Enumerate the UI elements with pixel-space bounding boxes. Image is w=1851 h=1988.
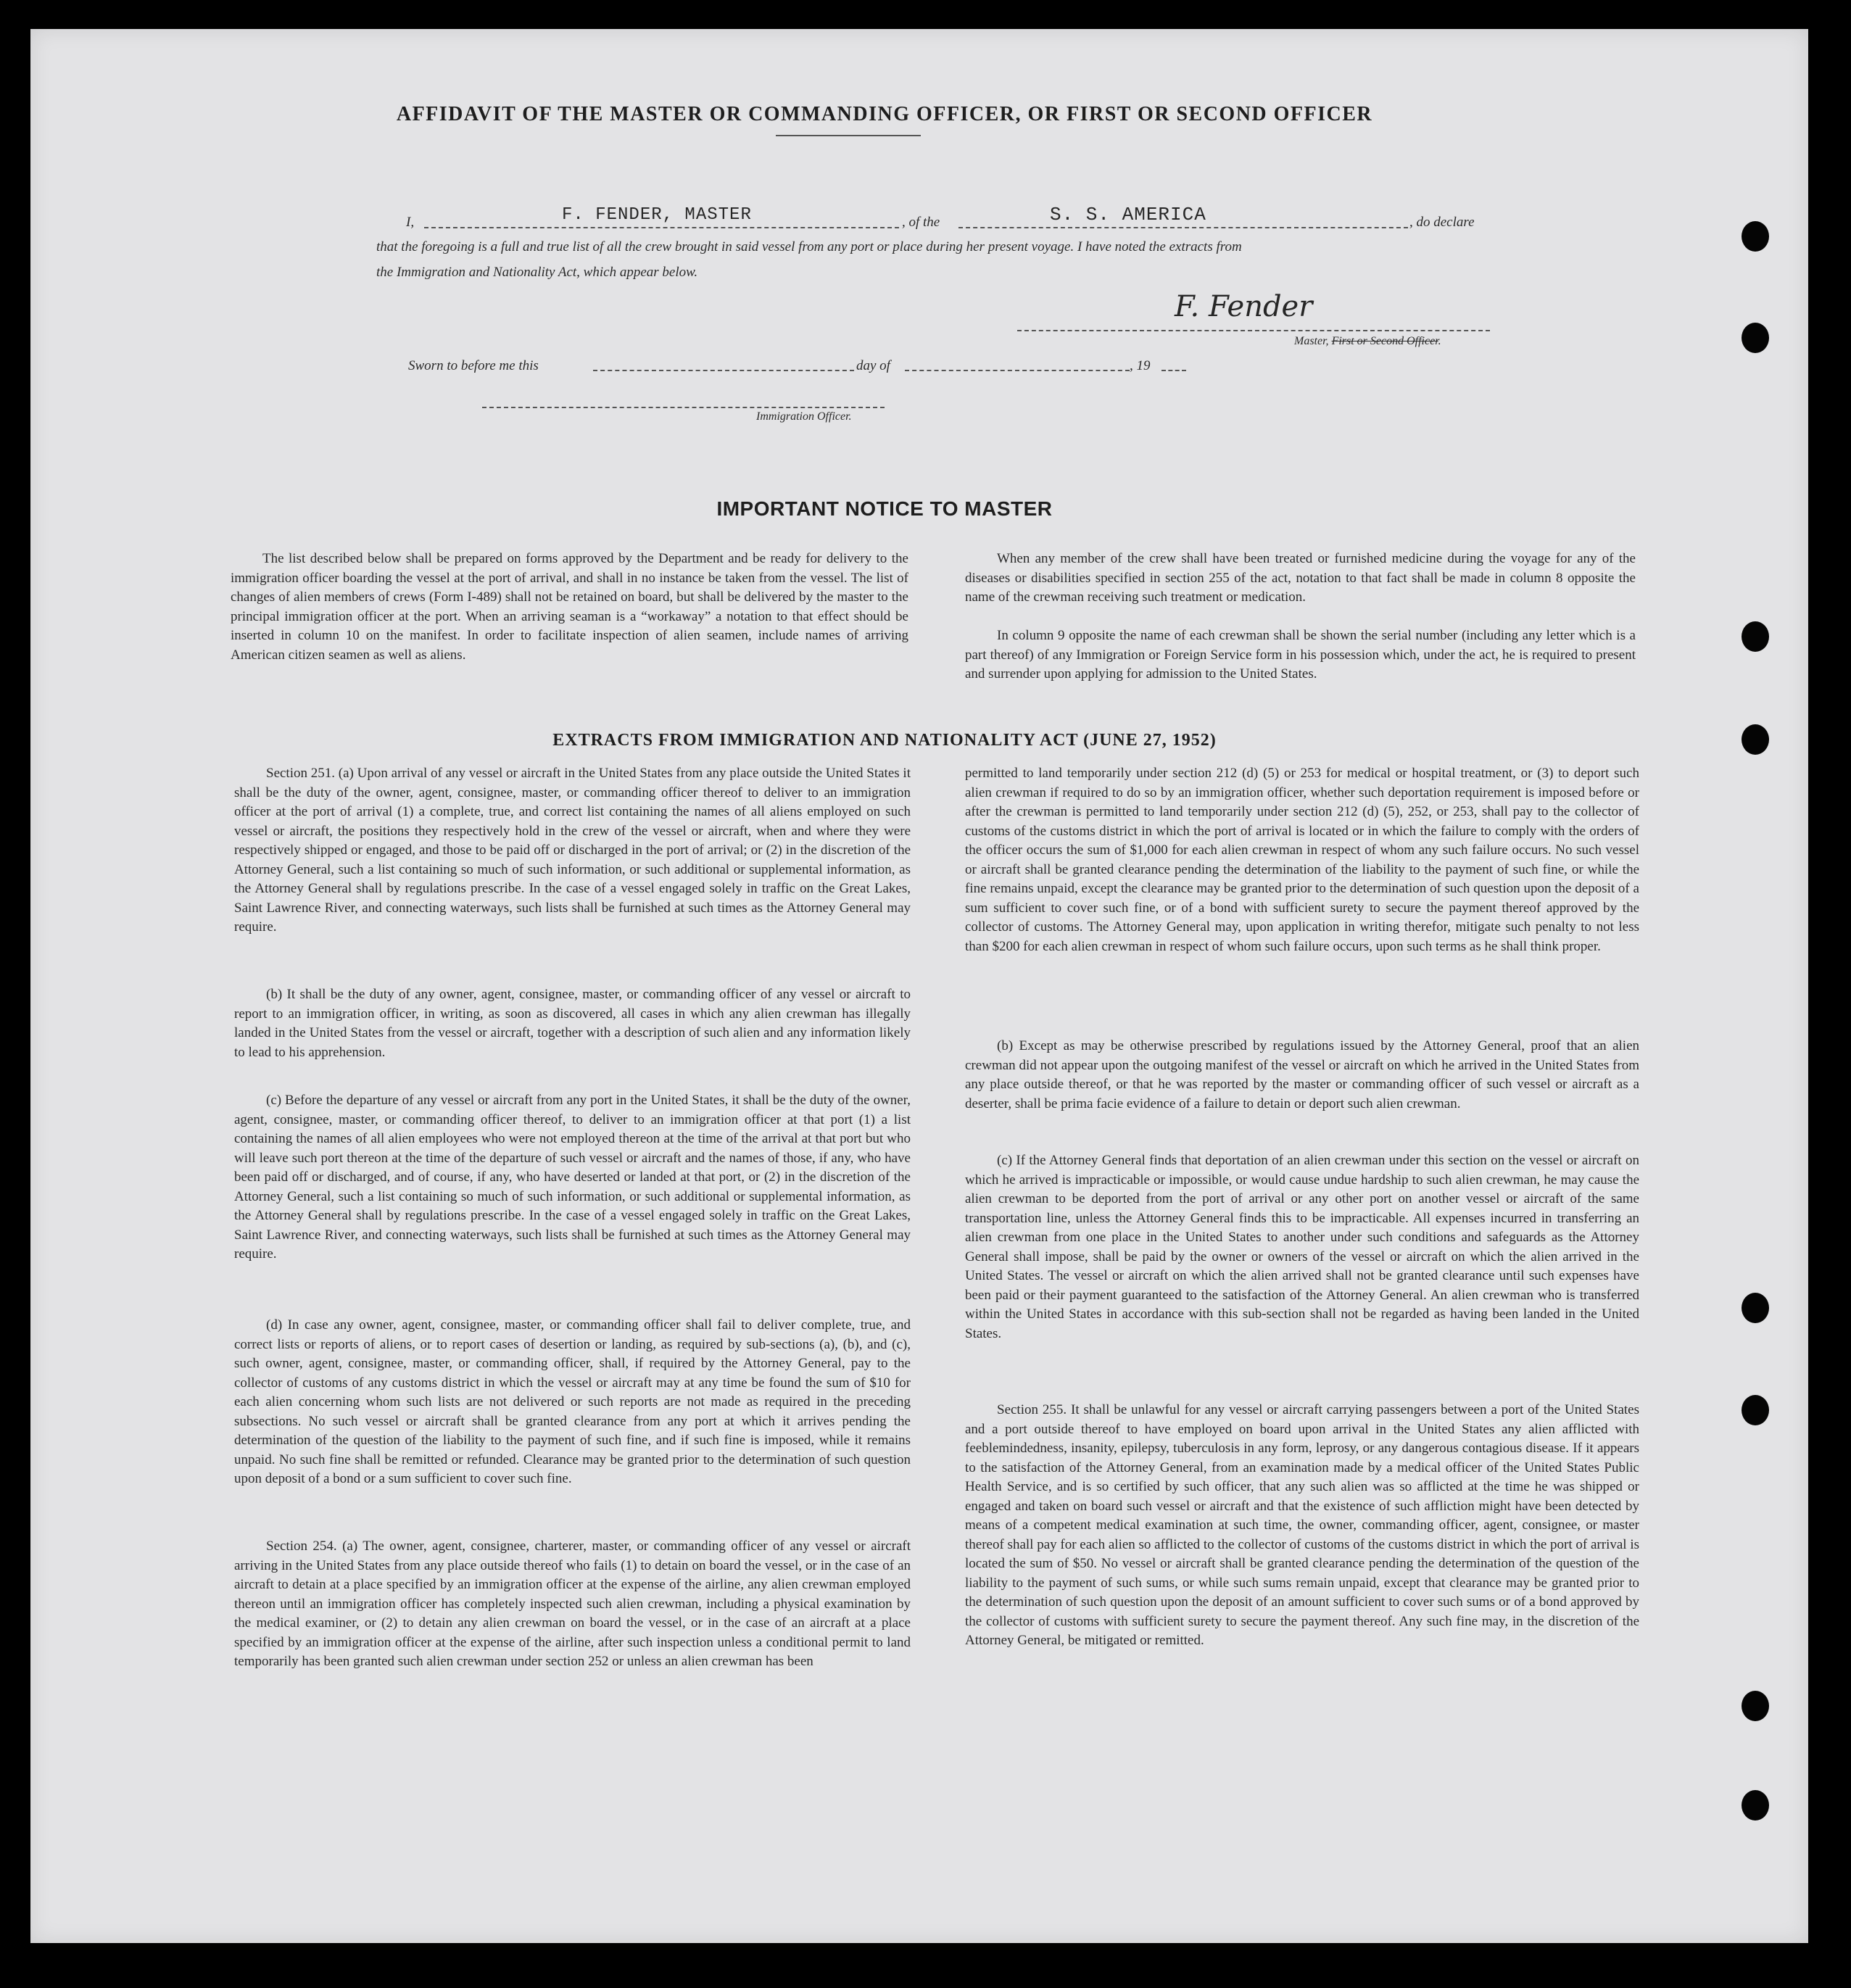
signature-title-suffix: . xyxy=(1438,335,1441,347)
i-label: I, xyxy=(406,215,415,230)
affidavit-statement-line1: that the foregoing is a full and true list of all the crew brought in said vessel from any port or place during her present voyage. I have noted the extracts from xyxy=(376,239,1242,254)
extract-section-255: Section 255. It shall be unlawful for any vessel or aircraft carrying passengers between a port of the United States and a port outside thereof to have employed on board upon arrival in the United States any alien afflicted with feeblemindedness, insanity, epilepsy, tuberculosis in any form, leprosy, or any dangerous contagious disease. If it appears to the satisfaction of the Attorney General, from an examination made by a medical officer of the United States Public Health Service, and is so certified by such officer, that any such alien was so afflicted at the time he was shipped or engaged and taken on board such vessel or aircraft and that the existence of such affliction might have been detected by means of a competent medical examination at such time, the owner, commanding officer, agent, consignee, or master thereof shall pay for each alien so afflicted to the collector of customs of the customs district in which the port of arrival is located the sum of $50. No vessel or aircraft shall be granted clearance pending the determination of the question of the liability to the payment of such sums, or while such sums remain unpaid, except that clearance may be granted prior to the determination of such question upon the deposit of an amount sufficient to cover such sums or of a bond approved by the collector of customs with sufficient surety to secure the payment thereof. Any such fine may, in the discretion of the Attorney General, be mitigated or remitted. xyxy=(965,1402,1639,1648)
signature-title-struck: First or Second Officer xyxy=(1331,335,1438,347)
extract-section-254-b: (b) Except as may be otherwise prescribed by regulations issued by the Attorney General, proof that an alien crewman did not appear upon the outgoing manifest of the vessel or aircraft on which he arrived in the United States from any place outside thereof, or that he was reported by the master or commanding officer of such vessel or aircraft as a deserter, shall be prima facie evidence of a failure to detain or deport such alien crewman. xyxy=(965,1038,1639,1111)
day-of-label: day of xyxy=(856,358,890,373)
immigration-officer-line xyxy=(482,407,885,408)
extract-section-251-a: Section 251. (a) Upon arrival of any vessel or aircraft in the United States from any place outside the United States it shall be the duty of the owner, agent, consignee, master, or commanding officer thereof to deliver to an immigration officer at the port of arrival (1) a complete, true, and correct list containing the names of all aliens employed on such vessel or aircraft, the positions they respectively hold in the crew of the vessel or aircraft, when and where they were respectively shipped or engaged, and those to be paid off or discharged in the port of arrival; or (2) in the discretion of the Attorney General, such a list containing so much of such information, or such additional or supplemental information, as the Attorney General shall by regulations prescribe. In the case of a vessel engaged solely in traffic on the Great Lakes, Saint Lawrence River, and connecting waterways, such lists shall be furnished at such times as the Attorney General may require. xyxy=(234,766,911,935)
binder-hole xyxy=(1742,1691,1769,1721)
immigration-officer-label: Immigration Officer. xyxy=(756,410,852,423)
notice-left-paragraph: The list described below shall be prepared on forms approved by the Department and be ready for delivery to the immigration officer boarding the vessel at the port of arrival, and shall in no instance be taken from the vessel. The list of changes of alien members of crews (Form I-489) shall not be retained on board, but shall be delivered by the master to the principal immigration officer at the port. When an arriving seaman is a “workaway” a notation to that effect should be inserted in column 10 on the manifest. In order to facilitate inspection of alien seamen, include names of arriving American citizen seamen as well as aliens. xyxy=(231,551,908,663)
of-the-label: , of the xyxy=(902,215,940,230)
title-underline xyxy=(776,135,921,136)
extract-section-251-c: (c) Before the departure of any vessel or aircraft from any port in the United States, it shall be the duty of the owner, agent, consignee, master, or commanding officer thereof, to deliver to an immigration officer at that port (1) a list containing the names of all alien employees who were not employed thereon at the time of the arrival at that port but who will leave such port thereon at the time of the departure of such vessel or aircraft and the names of those, if any, who have been paid off or discharged, and of course, if any, who have deserted or landed at that port, or (2) in the discretion of the Attorney General, such a list containing so much of such information, or such additional or supplemental information, as the Attorney General shall by regulations prescribe. In the case of a vessel engaged solely in traffic on the Great Lakes, Saint Lawrence River, and connecting waterways, such lists shall be furnished at such times as the Attorney General may require. xyxy=(234,1093,911,1262)
notice-title: IMPORTANT NOTICE TO MASTER xyxy=(716,497,1053,520)
binder-hole xyxy=(1742,221,1769,252)
master-name-field: F. FENDER, MASTER xyxy=(562,205,752,225)
affidavit-title: AFFIDAVIT OF THE MASTER OR COMMANDING OFFICER, OR FIRST OR SECOND OFFICER xyxy=(396,103,1373,125)
extract-section-254-c: (c) If the Attorney General finds that deportation of an alien crewman under this section on the vessel or aircraft on which he arrived is impracticable or impossible, or would cause undue hardship to such alien crewman, he may cause the alien crewman to be deported from the port of arrival or any other port on another vessel or aircraft of the same transportation line, unless the Attorney General finds this to be impracticable. All expenses incurred in transferring an alien crewman from one place in the United States to another under such conditions and safeguards as the Attorney General shall impose, shall be paid by the owner or owners of the vessel or aircraft on which the alien arrived in the United States. The vessel or aircraft on which the alien arrived shall not be granted clearance until such expenses have been paid or their payment guaranteed to the satisfaction of the Attorney General. An alien crewman who is transferred within the United States in accordance with this sub-section shall not be regarded as having been landed in the United States. xyxy=(965,1153,1639,1341)
master-name-line xyxy=(424,227,899,228)
binder-hole xyxy=(1742,1395,1769,1425)
vessel-name-field: S. S. AMERICA xyxy=(1050,204,1206,225)
sworn-year-line xyxy=(1161,370,1186,371)
binder-hole xyxy=(1742,724,1769,755)
signature-line xyxy=(1017,330,1490,331)
signature-title-master: Master, xyxy=(1294,335,1329,347)
extract-section-251-b: (b) It shall be the duty of any owner, agent, consignee, master, or commanding officer of any vessel or aircraft to report to an immigration officer, in writing, as soon as discovered, all cases in which any alien crewman has illegally landed in the United States from the vessel or aircraft, together with a description of such alien and any information likely to lead to his apprehension. xyxy=(234,987,911,1060)
extract-section-254-a-continued: permitted to land temporarily under section 212 (d) (5) or 253 for medical or hospital treatment, or (3) to deport such alien crewman if required to do so by an immigration officer, whether such deportation requirement is imposed before or after the crewman is permitted to land temporarily under section 212 (d) (5), 252, or 253, shall pay to the collector of customs of the customs district in which the port of arrival is located or in which the failure to comply with the orders of the officer occurs the sum of $1,000 for each alien crewman in respect of whom any such failure occurs. No such vessel or aircraft shall be granted clearance pending the determination of the liability to the payment of such fine, or while the fine remains unpaid, except the clearance may be granted prior to the determination of such question upon the deposit of a sum sufficient to cover such fine, or of a bond with sufficient surety to secure the payment thereof approved by the collector of customs. The Attorney General may, upon application in writing therefor, mitigate such penalty to not less than $200 for each alien crewman in respect of whom such failure occurs, upon such terms as he shall think proper. xyxy=(965,766,1639,954)
binder-hole xyxy=(1742,1293,1769,1323)
do-declare-label: , do declare xyxy=(1409,215,1475,230)
binder-hole xyxy=(1742,621,1769,652)
vessel-name-line xyxy=(958,227,1408,228)
notice-right-paragraph-2: In column 9 opposite the name of each crewman shall be shown the serial number (including any letter which is a part thereof) of any Immigration or Foreign Service form in his possession which, under the act, he is required to present and surrender upon applying for admission to the United States. xyxy=(965,628,1636,682)
sworn-day-line xyxy=(593,370,854,371)
extracts-title: EXTRACTS FROM IMMIGRATION AND NATIONALITY ACT (JUNE 27, 1952) xyxy=(552,731,1217,750)
year-label: , 19 xyxy=(1130,358,1151,373)
extract-section-251-d: (d) In case any owner, agent, consignee, master, or commanding officer shall fail to deliver complete, true, and correct lists or reports of aliens, or to report cases of desertion or landing, as required by sub-sections (a), (b), and (c), such owner, agent, consignee, master, or commanding officer, shall, if required by the Attorney General, pay to the collector of customs of any customs district in which the vessel or aircraft may at any time be found the sum of $10 for each alien concerning whom such lists are not delivered or such reports are not made as required in the preceding subsections. No such vessel or aircraft shall be granted clearance from any port at which it arrives pending the determination of the question of the liability to the payment of such fine, and if such fine is imposed, while it remains unpaid. No such fine shall be remitted or refunded. Clearance may be granted prior to the determination of such question upon deposit of a bond or a sum sufficient to cover such fine. xyxy=(234,1317,911,1486)
extract-section-254-a: Section 254. (a) The owner, agent, consignee, charterer, master, or commanding officer of any vessel or aircraft arriving in the United States from any place outside thereof who fails (1) to detain on board the vessel, or in the case of an aircraft to detain at a place specified by an immigration officer at the expense of the airline, any alien crewman employed thereon until an immigration officer has completely inspected such alien crewman, including a physical examination by the medical examiner, or (2) to detain any alien crewman on board the vessel, or in the case of an aircraft at a place specified by an immigration officer at the expense of the airline, after such inspection unless a conditional permit to land temporarily has been granted such alien crewman under section 252 or unless an alien crewman has been xyxy=(234,1538,911,1669)
binder-hole xyxy=(1742,323,1769,353)
sworn-label: Sworn to before me this xyxy=(408,358,539,373)
notice-right-paragraph-1: When any member of the crew shall have been treated or furnished medicine during the voyage for any of the diseases or disabilities specified in section 255 of the act, notation to that fact shall be made in column 8 opposite the name of the crewman receiving such treatment or medication. xyxy=(965,551,1636,605)
sworn-month-line xyxy=(905,370,1130,371)
binder-hole xyxy=(1742,1790,1769,1821)
master-signature: F. Fender xyxy=(1175,290,1313,323)
affidavit-statement-line2: the Immigration and Nationality Act, which appear below. xyxy=(376,265,698,280)
signature-title xyxy=(1294,335,1441,348)
